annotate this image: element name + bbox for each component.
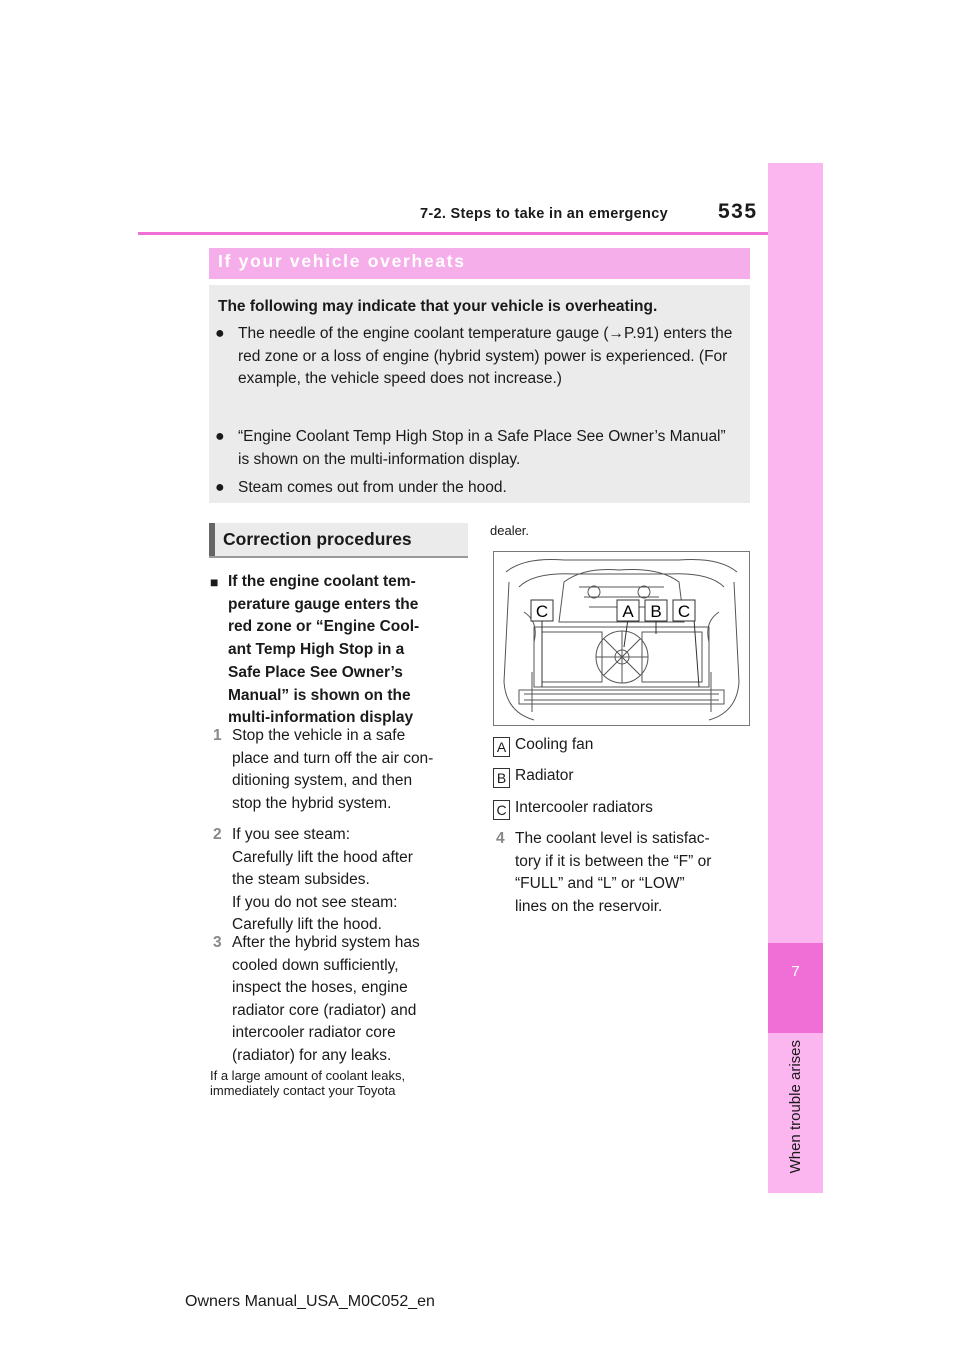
bullet-dot-icon: ● [215,428,225,445]
legend-letter: C [493,800,510,820]
chapter-title: When trouble arises [787,1040,804,1174]
step-number: 4 [496,830,505,847]
subheading-square-icon: ■ [210,574,219,590]
correction-heading-accent [209,523,215,556]
overheat-sign-bullet: ● The needle of the engine coolant temperature gauge (→P.91) enters the red zone or a loss of engine (hybrid system) power is experienced. (For example, the vehicle speed does not increase.) [215,325,733,387]
legend-letter: A [493,737,510,757]
coolant-leak-note-continued: dealer. [490,523,530,538]
header-rule [138,232,768,235]
correction-heading-underline [209,556,468,558]
figure-label-c-left: C [535,602,549,621]
overheat-sign-bullet: ● Steam comes out from under the hood. [215,477,740,500]
step-number: 2 [213,826,222,843]
figure-label-b: B [650,602,662,621]
section-heading: 7-2. Steps to take in an emergency [420,206,668,222]
engine-bay-illustration [493,551,750,726]
chapter-side-tab [768,163,823,1193]
page-footer: Owners Manual_USA_M0C052_en [185,1293,435,1310]
correction-subheading: If the engine coolant tem- perature gauge enters the red zone or “Engine Cool- ant Temp High Stop in a Safe Place See Owner’s Manual” is shown on the multi-information display [228,573,420,727]
figure-label-c-right: C [677,602,691,621]
engine-bay-drawing [494,552,749,725]
figure-label-a: A [622,602,634,621]
overheat-heading: If your vehicle overheats [218,251,466,271]
step-number: 1 [213,727,222,744]
chapter-number: 7 [791,963,800,980]
legend-text: Radiator [515,767,574,784]
correction-heading: Correction procedures [223,529,412,549]
bullet-dot-icon: ● [215,479,225,496]
chapter-number-box [768,943,823,1033]
legend-letter: B [493,768,510,788]
legend-text: Intercooler radiators [515,799,653,816]
bullet-dot-icon: ● [215,325,225,342]
legend-text: Cooling fan [515,736,594,753]
coolant-leak-note: If a large amount of coolant leaks, immediately contact your Toyota [210,1068,406,1098]
step-number: 3 [213,934,222,951]
overheat-intro: The following may indicate that your vehicle is overheating. [218,298,658,315]
page-number: 535 [718,200,758,223]
overheat-sign-bullet: ● “Engine Coolant Temp High Stop in a Safe Place See Owner’s Manual” is shown on the multi-information display. [215,428,726,468]
